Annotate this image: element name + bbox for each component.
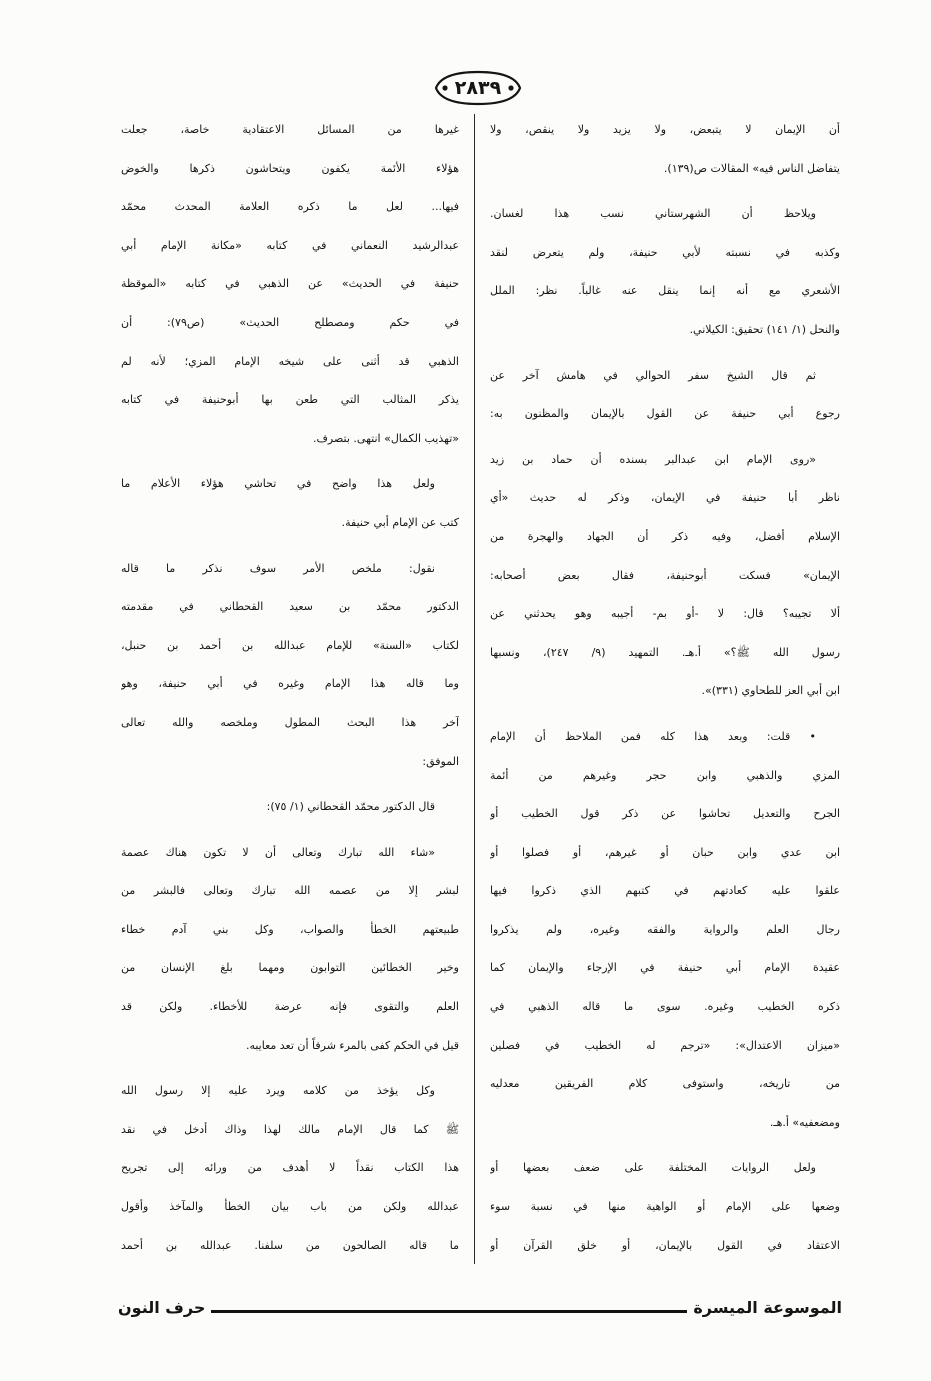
text-line: «تهذيب الكمال» انتهى. بتصرف. <box>313 431 459 445</box>
text-line: لبشر إلا من عصمه الله تبارك وتعالى فالبشر من <box>121 884 459 898</box>
text-line: هذا الكتاب نقداً لا أهدف من ورائه إلى تجريح <box>121 1161 459 1175</box>
text-line: الجرح والتعديل تحاشوا عن ذكر قول الخطيب أو <box>490 807 840 821</box>
paragraph <box>490 1149 840 1265</box>
paragraph <box>490 195 840 349</box>
text-line: الاعتقاد في القول بالإيمان، أو خلق القرآن أو <box>490 1238 840 1252</box>
text-line: • قلت: وبعد هذا كله فمن الملاحظ أن الإمام <box>490 729 816 743</box>
text-line: «روى الإمام ابن عبدالبر بسنده أن حماد بن زيد <box>490 452 816 466</box>
paragraph <box>490 718 840 1143</box>
text-line: نقول: ملخص الأمر سوف نذكر ما قاله <box>121 561 435 575</box>
text-line: العلم والتقوى فإنه عرضة للأخطاء. ولكن قد <box>121 1000 459 1014</box>
footer-section-title: حرف النون <box>118 1298 206 1317</box>
text-line: حنيفة في الحديث» عن الذهبي في كتابه «الموقظة <box>121 277 459 291</box>
text-line: ابن عدي وابن حبان أو غيرهم، أو فصلوا أو <box>490 845 840 859</box>
text-line: وما قاله هذا الإمام وغيره في أبي حنيفة، وهو <box>121 677 459 691</box>
footer-rule <box>211 1310 687 1313</box>
text-line: ذكره الخطيب وغيره. سوى ما قاله الذهبي في <box>490 1000 840 1014</box>
left-column <box>121 111 459 1265</box>
text-line: يتفاضل الناس فيه» المقالات ص(١٣٩). <box>663 161 840 175</box>
text-line: ولعل هذا واضح في تحاشي هؤلاء الأعلام ما <box>121 477 435 491</box>
text-line: الدكتور محمّد بن سعيد القحطاني في مقدمته <box>121 600 459 614</box>
text-line: «ميزان الاعتدال»: «ترجم له الخطيب في فصلين <box>490 1038 840 1052</box>
text-line: طبيعتهم الخطأ والصواب، وكل بني آدم خطاء <box>121 922 459 936</box>
paragraph <box>121 788 459 827</box>
text-line: كتب عن الإمام أبي حنيفة. <box>341 515 459 529</box>
text-line: المزي والذهبي وابن حجر وغيرهم من أئمة <box>490 768 840 782</box>
text-line: غيرها من المسائل الاعتقادية خاصة، جعلت <box>121 123 459 136</box>
text-line: ناظر أبا حنيفة في الإيمان، وذكر له حديث «أي <box>490 491 840 505</box>
text-line: قيل في الحكم كفى بالمرء شرفاً أن تعد معايبه. <box>245 1038 459 1052</box>
right-column <box>490 111 840 1265</box>
paragraph <box>490 111 840 188</box>
text-line: ألا تجيبه؟ قال: لا -أو بم- أجيبه وهو يحدثني عن <box>490 607 840 621</box>
paragraph <box>121 550 459 782</box>
text-line: آخر هذا البحث المطول وملخصه والله تعالى <box>121 715 459 729</box>
text-line: ولعل الروايات المختلفة على ضعف بعضها أو <box>490 1161 816 1175</box>
paragraph <box>121 834 459 1066</box>
text-line: ويلاحظ أن الشهرستاني نسب هذا لغسان. <box>490 207 816 221</box>
paragraph <box>121 111 459 458</box>
text-line: الإيمان» فسكت أبوحنيفة، فقال بعض أصحابه: <box>490 568 840 582</box>
text-line: والنحل (١/ ١٤١) تحقيق: الكيلاني. <box>689 322 840 336</box>
text-line: عبدالرشيد النعماني في كتابه «مكانة الإمام أبي <box>121 238 459 252</box>
paragraph <box>490 357 840 434</box>
text-line: الإسلام أفضل، وفيه ذكر أن الجهاد والهجرة من <box>490 529 840 543</box>
text-line: «شاء الله تبارك وتعالى أن لا تكون هناك عصمة <box>121 845 435 859</box>
text-line: علقوا عليه كعادتهم في كتبهم الذي ذكروا فيها <box>490 884 840 898</box>
paragraph <box>121 1072 459 1265</box>
text-line: وكذبه في نسبته لأبي حنيفة، ولم يتعرض لنقد <box>490 245 840 259</box>
text-line: الموفق: <box>422 754 459 768</box>
text-line: الذهبي قد أثنى على شيخه الإمام المزي؛ لأنه لم <box>121 354 459 368</box>
text-line: وخير الخطائين التوابون ومهما بلغ الإنسان من <box>121 961 459 975</box>
text-line: عبدالله ولكن من باب بيان الخطأ والمآخذ وأقول <box>121 1200 459 1214</box>
text-line: عقيدة الإمام أبي حنيفة في الإرجاء والإيمان كما <box>490 961 840 975</box>
text-line: ﷺ كما قال الإمام مالك لهذا وذاك أدخل في نقد <box>121 1122 459 1136</box>
text-line: ابن أبي العز للطحاوي (٣٣١)». <box>701 684 840 698</box>
text-line: قال الدكتور محمّد القحطاني (١/ ٧٥): <box>266 800 435 814</box>
text-line: رسول الله ﷺ؟» أ.هـ. التمهيد (٩/ ٢٤٧)، ونسبها <box>490 645 840 659</box>
page-number-badge <box>433 69 523 107</box>
text-line: هؤلاء الأئمة يكفون ويتحاشون ذكرها والخوض <box>121 161 459 175</box>
text-line: وكل يؤخذ من كلامه ويرد عليه إلا رسول الله <box>121 1084 435 1098</box>
column-divider <box>474 114 475 1264</box>
text-line: لكتاب «السنة» للإمام عبدالله بن أحمد بن حنبل، <box>121 638 459 652</box>
page-number: ٢٨٣٩ <box>454 77 502 99</box>
text-line: رجوع أبي حنيفة عن القول بالإيمان والمظنون به: <box>490 407 840 421</box>
text-line: في حكم ومصطلح الحديث» (ص٧٩): أن <box>121 315 459 329</box>
paragraph <box>121 465 459 542</box>
text-line: ومضعفيه» أ.هـ. <box>769 1115 840 1129</box>
text-line: من تاريخه، واستوفى كلام الفريقين معدليه <box>490 1077 840 1091</box>
page-footer <box>118 1291 842 1319</box>
text-line: أن الإيمان لا يتبعض، ولا يزيد ولا ينقص، ولا <box>490 123 840 136</box>
text-line: الأشعري مع أنه إنما ينقل عنه غالباً. نظر: الملل <box>490 284 840 298</box>
text-line: وضعها على الإمام أو الواهية منها في نسبة سوء <box>490 1200 840 1214</box>
text-line: رجال العلم والرواية والفقه وغيره، ولم يذكروا <box>490 922 840 936</box>
footer-book-title: الموسوعة الميسرة <box>693 1298 842 1317</box>
text-line: فيها... لعل ما ذكره العلامة المحدث محمّد <box>121 200 459 214</box>
text-line: يذكر المثالب التي طعن بها أبوحنيفة في كتابه <box>121 393 459 407</box>
text-line: ما قاله الصالحون من سلفنا. عبدالله بن أحمد <box>121 1238 459 1252</box>
paragraph <box>490 441 840 711</box>
text-line: ثم قال الشيخ سفر الحوالي في هامش آخر عن <box>490 368 816 382</box>
